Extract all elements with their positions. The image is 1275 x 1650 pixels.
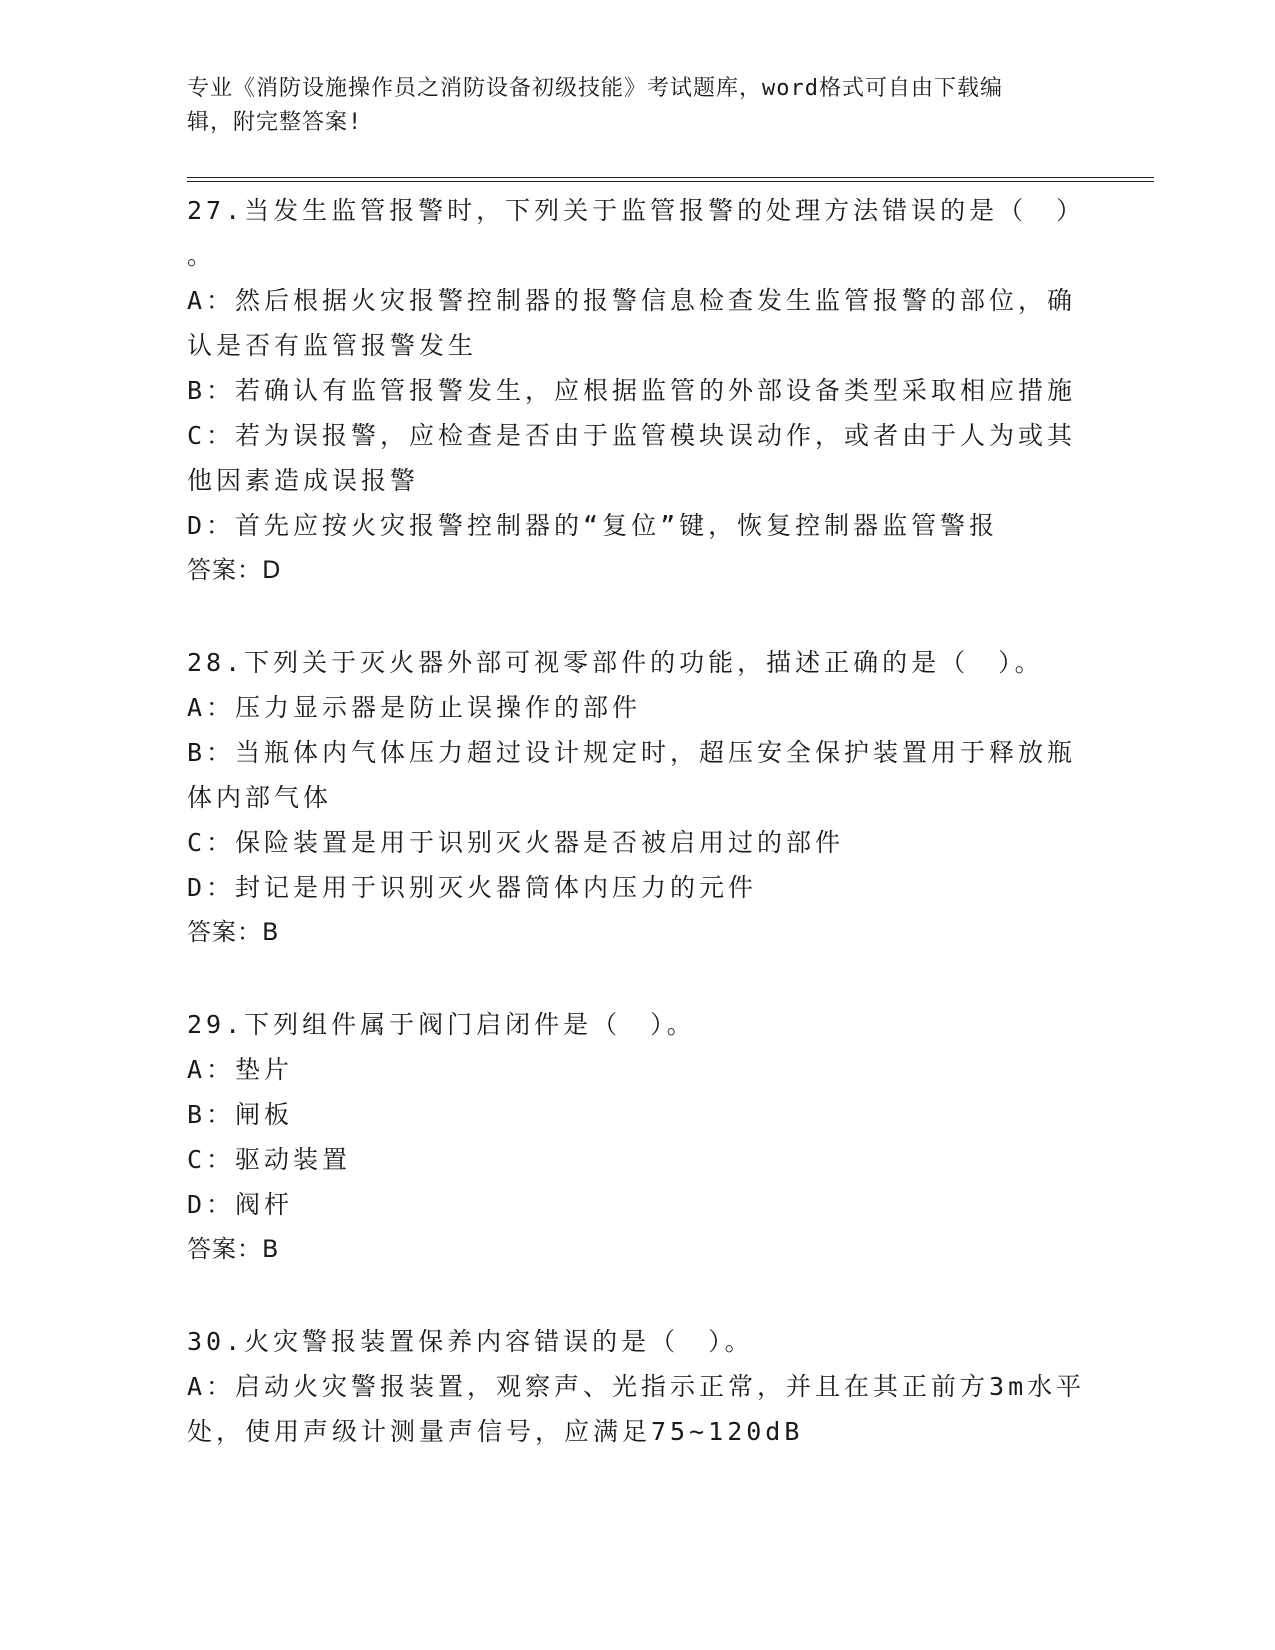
question-stem-tail: 。 [187, 241, 217, 270]
question-stem: 29.下列组件属于阀门启闭件是（ ）。 [187, 1010, 696, 1039]
page-header [187, 72, 1067, 140]
header-divider [187, 177, 1154, 182]
question-stem: 28.下列关于灭火器外部可视零部件的功能，描述正确的是（ ）。 [187, 648, 1044, 677]
option-c: C：若为误报警，应检查是否由于监管模块误动作，或者由于人为或其他因素造成误报警 [187, 421, 1077, 495]
option-b: B：若确认有监管报警发生，应根据监管的外部设备类型采取相应措施 [187, 376, 1077, 405]
answer-label: 答案：B [187, 1235, 280, 1263]
question-29 [187, 1002, 1087, 1272]
option-a: A：然后根据火灾报警控制器的报警信息检查发生监管报警的部位，确认是否有监管报警发生 [187, 286, 1077, 360]
option-d: D：封记是用于识别灭火器筒体内压力的元件 [187, 873, 758, 902]
option-a: A：启动火灾警报装置，观察声、光指示正常，并且在其正前方3m水平处，使用声级计测量声信号，应满足75~120dB [187, 1372, 1086, 1446]
answer-label: 答案：B [187, 918, 280, 946]
option-b: B：当瓶体内气体压力超过设计规定时，超压安全保护装置用于释放瓶体内部气体 [187, 738, 1077, 812]
header-line-2: 辑，附完整答案! [187, 110, 363, 135]
option-a: A：垫片 [187, 1055, 294, 1084]
header-line-1: 专业《消防设施操作员之消防设备初级技能》考试题库，word格式可自由下载编 [187, 76, 1003, 101]
option-d: D：阀杆 [187, 1190, 294, 1219]
option-c: C：驱动装置 [187, 1145, 352, 1174]
question-stem: 27.当发生监管报警时，下列关于监管报警的处理方法错误的是（ ） [187, 196, 1086, 225]
option-b: B：闸板 [187, 1100, 294, 1129]
question-27 [187, 188, 1087, 593]
question-28 [187, 640, 1087, 955]
option-c: C：保险装置是用于识别灭火器是否被启用过的部件 [187, 828, 845, 857]
question-stem: 30.火灾警报装置保养内容错误的是（ ）。 [187, 1327, 754, 1356]
question-30 [187, 1319, 1087, 1454]
option-a: A：压力显示器是防止误操作的部件 [187, 693, 642, 722]
option-d: D：首先应按火灾报警控制器的“复位”键，恢复控制器监管警报 [187, 511, 999, 540]
answer-label: 答案：D [187, 556, 282, 584]
question-list [187, 188, 1087, 1454]
